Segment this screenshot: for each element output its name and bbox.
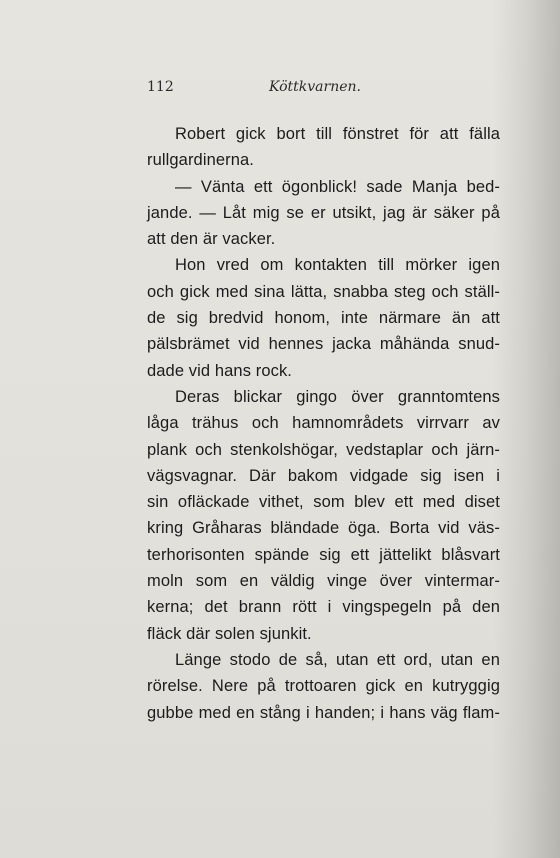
text-line: låga trähus och hamnområdets virrvarr av [147,414,500,433]
running-title: Köttkvarnen. [269,79,361,95]
text-line: rörelse. Nere på trottoaren gick en kutryggig [147,677,500,696]
text-line: och gick med sina lätta, snabba steg och ställ- [147,282,500,301]
text-line: fläck där solen sjunkit. [147,624,312,643]
text-line: sin ofläckade vithet, som blev ett med diset [147,493,500,512]
text-line: moln som en väldig vinge över vintermar- [147,572,500,591]
text-line: — Vänta ett ögonblick! sade Manja bed- [175,177,500,196]
text-line: att den är vacker. [147,230,276,249]
text-line: Deras blickar gingo över granntomtens [175,387,500,406]
text-line: kerna; det brann rött i vingspegeln på den [147,598,500,617]
text-line: rullgardinerna. [147,151,254,170]
text-line: terhorisonten spände sig ett jättelikt blåsvart [147,545,500,564]
text-line: Hon vred om kontakten till mörker igen [175,256,500,275]
text-line: kring Gråharas bländade öga. Borta vid väs- [147,519,500,538]
text-line: dade vid hans rock. [147,361,292,380]
text-line: de sig bredvid honom, inte närmare än att [147,309,500,328]
text-line: plank och stenkolshögar, vedstaplar och järn- [147,440,500,459]
text-line: vägsvagnar. Där bakom vidgade sig isen i [147,466,500,485]
text-line: jande. — Låt mig se er utsikt, jag är säker på [147,203,500,222]
text-line: Länge stodo de så, utan ett ord, utan en [175,650,500,669]
page-header [147,79,497,99]
text-line: gubbe med en stång i handen; i hans väg flam- [147,703,500,722]
page-number: 112 [147,79,174,95]
text-line: Robert gick bort till fönstret för att fälla [175,125,500,143]
body-text [147,121,500,726]
text-line: pälsbrämet vid hennes jacka måhända snud- [147,335,500,354]
